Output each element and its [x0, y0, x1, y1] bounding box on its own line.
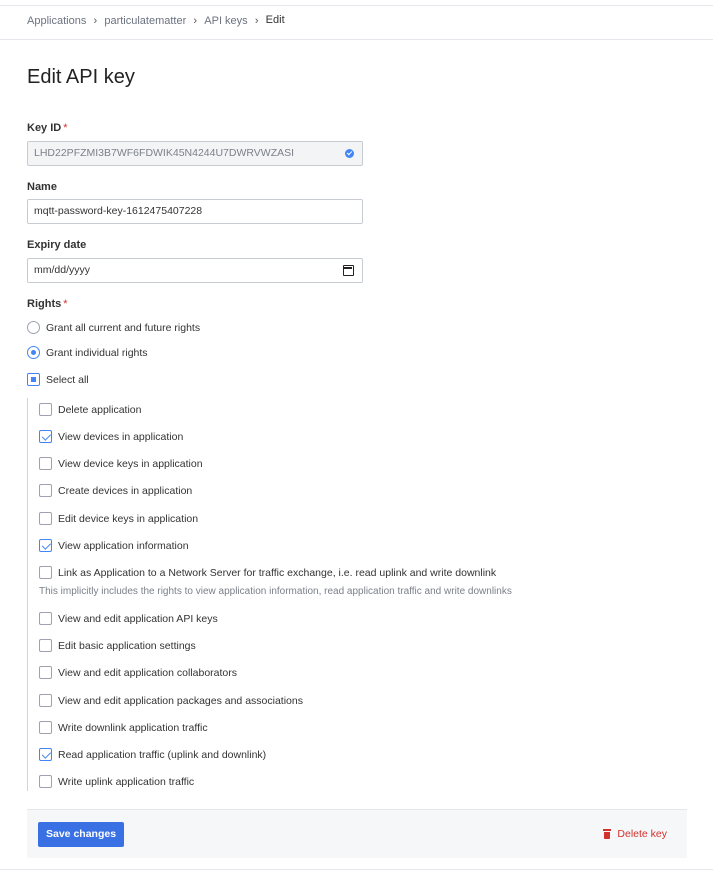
- name-label: Name: [27, 181, 57, 193]
- right-item-checkbox[interactable]: [39, 666, 52, 679]
- right-item[interactable]: [39, 666, 237, 679]
- right-item-label: Read application traffic (uplink and downlink): [58, 748, 267, 761]
- right-item-label: Write downlink application traffic: [58, 721, 208, 734]
- trash-icon: [603, 829, 611, 839]
- right-item[interactable]: [39, 566, 496, 579]
- name-field[interactable]: [27, 199, 363, 224]
- right-item[interactable]: [39, 403, 141, 416]
- right-item-label: Delete application: [58, 403, 142, 416]
- right-item-label: Create devices in application: [58, 484, 193, 497]
- right-item-checkbox[interactable]: [39, 748, 52, 761]
- radio-grant-all-label: Grant all current and future rights: [46, 321, 201, 334]
- delete-key-label: Delete key: [617, 828, 667, 840]
- right-item[interactable]: [39, 457, 203, 470]
- right-item-checkbox[interactable]: [39, 539, 52, 552]
- right-item[interactable]: [39, 612, 218, 625]
- delete-key-button[interactable]: [603, 828, 667, 840]
- breadcrumb-applications[interactable]: Applications: [27, 15, 87, 27]
- radio-grant-individual-label: Grant individual rights: [46, 346, 148, 359]
- right-item-checkbox[interactable]: [39, 775, 52, 788]
- radio-grant-individual-control[interactable]: [27, 346, 40, 359]
- right-item[interactable]: [39, 694, 303, 707]
- rights-label-text: Rights: [27, 298, 62, 310]
- page-title: Edit API key: [27, 66, 135, 88]
- right-item[interactable]: [39, 430, 183, 443]
- right-item[interactable]: [39, 721, 208, 734]
- right-item[interactable]: [39, 775, 194, 788]
- radio-grant-all[interactable]: [27, 321, 200, 334]
- right-item-checkbox[interactable]: [39, 403, 52, 416]
- right-item[interactable]: [39, 748, 266, 761]
- right-item[interactable]: [39, 539, 189, 552]
- chevron-right-icon: ›: [193, 15, 198, 27]
- right-item-label: View devices in application: [58, 430, 184, 443]
- radio-grant-all-control[interactable]: [27, 321, 40, 334]
- right-item-checkbox[interactable]: [39, 430, 52, 443]
- right-item-label: View and edit application packages and associations: [58, 694, 303, 707]
- right-item[interactable]: [39, 512, 198, 525]
- key-id-label-text: Key ID: [27, 122, 62, 134]
- rights-label: [27, 298, 68, 310]
- right-item-checkbox[interactable]: [39, 566, 52, 579]
- chevron-right-icon: ›: [93, 15, 98, 27]
- radio-grant-individual[interactable]: [27, 346, 148, 359]
- right-item-label: View application information: [58, 539, 189, 552]
- name-value: mqtt-password-key-1612475407228: [34, 205, 203, 217]
- expiry-label: Expiry date: [27, 239, 87, 251]
- required-mark: *: [63, 122, 68, 134]
- expiry-placeholder: mm/dd/yyyy: [34, 264, 91, 276]
- chevron-right-icon: ›: [254, 15, 259, 27]
- key-id-field: [27, 141, 363, 166]
- rights-group-rule: [27, 398, 29, 791]
- right-item-checkbox[interactable]: [39, 721, 52, 734]
- right-item-label: View and edit application collaborators: [58, 666, 238, 679]
- required-mark: *: [63, 298, 68, 310]
- key-id-value: LHD22PFZMI3B7WF6FDWIK45N4244U7DWRVWZASI: [34, 147, 295, 159]
- right-item-checkbox[interactable]: [39, 484, 52, 497]
- bottom-divider: [0, 869, 713, 870]
- key-id-label: [27, 122, 68, 134]
- link-right-hint: This implicitly includes the rights to view application information, read application traffic and write downlinks: [39, 586, 512, 597]
- select-all-label: Select all: [46, 373, 89, 386]
- right-item-label: View device keys in application: [58, 457, 203, 470]
- right-item-label: View and edit application API keys: [58, 612, 218, 625]
- breadcrumb-current: Edit: [265, 13, 285, 26]
- right-item-label: Write uplink application traffic: [58, 775, 195, 788]
- verified-check-icon: [345, 149, 354, 158]
- right-item-checkbox[interactable]: [39, 612, 52, 625]
- right-item-checkbox[interactable]: [39, 512, 52, 525]
- right-item-label: Edit basic application settings: [58, 639, 196, 652]
- right-item-checkbox[interactable]: [39, 694, 52, 707]
- calendar-icon[interactable]: [343, 265, 354, 276]
- right-item-checkbox[interactable]: [39, 639, 52, 652]
- breadcrumb-api-keys[interactable]: API keys: [204, 15, 248, 27]
- form-actions-bar: [27, 809, 687, 858]
- right-item-label: Link as Application to a Network Server for traffic exchange, i.e. read uplink and write downlink: [58, 566, 497, 579]
- right-item[interactable]: [39, 639, 196, 652]
- right-item-label: Edit device keys in application: [58, 512, 199, 525]
- select-all-control[interactable]: [27, 373, 40, 386]
- breadcrumb: [27, 15, 285, 27]
- expiry-date-field[interactable]: [27, 258, 363, 283]
- breadcrumb-application[interactable]: particulatematter: [104, 15, 187, 27]
- right-item-checkbox[interactable]: [39, 457, 52, 470]
- breadcrumb-bar: [0, 6, 713, 40]
- right-item[interactable]: [39, 484, 192, 497]
- select-all-checkbox[interactable]: [27, 373, 89, 386]
- save-changes-button[interactable]: Save changes: [38, 822, 124, 847]
